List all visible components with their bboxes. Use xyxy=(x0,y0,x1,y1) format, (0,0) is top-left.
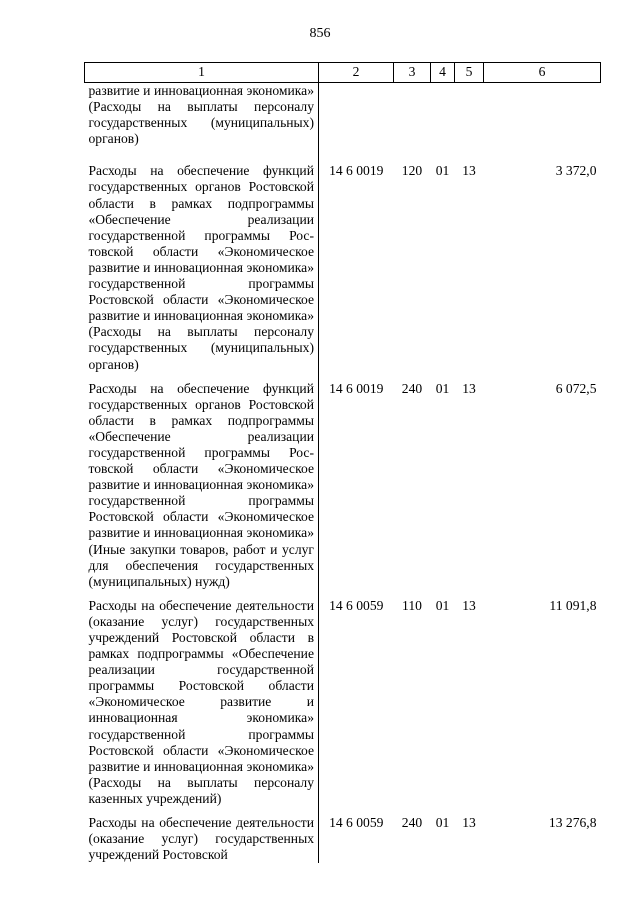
row-target-code: 14 6 0059 xyxy=(329,597,384,613)
row-section: 01 xyxy=(435,163,450,179)
table-row xyxy=(85,590,601,807)
row-section: 01 xyxy=(435,380,450,396)
row-description: развитие и инновационная экономика» (Расходы на выплаты персоналу государственных (муниципальных) органов) xyxy=(85,83,319,156)
table-header-row xyxy=(85,63,601,83)
header-col-6: 6 xyxy=(484,63,601,83)
row-description: Расходы на обеспечение деятельности (оказание услуг) государственных учреждений Ростовской xyxy=(85,807,319,863)
row-amount: 11 091,8 xyxy=(549,597,597,613)
row-expense-type: 110 xyxy=(402,597,422,613)
row-description: Расходы на обеспечение функций государственных органов Ростовской области в рамках подпрограммы «Обеспечение реализации государственной программы Ростовской области «Экономическое развитие и инновационная экономика» государственной программы Ростовской области «Экономическое развитие и инновационная экономика» (Расходы на выплаты персоналу государственных (муниципальных) органов) xyxy=(85,155,319,372)
row-subsection xyxy=(455,83,484,156)
row-section xyxy=(431,83,455,156)
table-row xyxy=(85,373,601,590)
row-expense-type xyxy=(394,83,431,156)
row-target-code: 14 6 0019 xyxy=(329,163,384,179)
budget-table xyxy=(84,62,601,863)
row-expense-type: 240 xyxy=(401,380,423,396)
header-col-5: 5 xyxy=(455,63,484,83)
table-row xyxy=(85,83,601,156)
row-description: Расходы на обеспечение функций государственных органов Ростовской области в рамках подпрограммы «Обеспечение реализации государственной программы Ростовской области «Экономическое развитие и инновационная экономика» государственной программы Ростовской области «Экономическое развитие и инновационная экономика» (Иные закупки товаров, работ и услуг для обеспечения государственных (муниципальных) нужд) xyxy=(85,373,319,590)
row-amount: 6 072,5 xyxy=(555,380,597,396)
row-expense-type: 240 xyxy=(401,815,423,831)
row-subsection: 13 xyxy=(462,815,476,831)
row-amount: 13 276,8 xyxy=(548,815,597,831)
row-amount xyxy=(484,83,601,156)
row-section: 01 xyxy=(435,597,450,613)
row-description: Расходы на обеспечение деятельности (оказание услуг) государственных учреждений Ростовской области в рамках подпрограммы «Обеспечение реализации государственной программы Ростовской области «Экономическое развитие и инновационная экономика» государственной программы Ростовской области «Экономическое развитие и инновационная экономика» (Расходы на выплаты персоналу казенных учреждений) xyxy=(85,590,319,807)
row-amount: 3 372,0 xyxy=(555,163,597,179)
row-subsection: 13 xyxy=(462,163,476,179)
header-col-4: 4 xyxy=(431,63,455,83)
header-col-2: 2 xyxy=(319,63,394,83)
header-col-1: 1 xyxy=(85,63,319,83)
row-target-code: 14 6 0019 xyxy=(329,380,384,396)
header-col-3: 3 xyxy=(394,63,431,83)
row-section: 01 xyxy=(435,815,450,831)
table-row xyxy=(85,155,601,372)
row-target-code: 14 6 0059 xyxy=(329,815,384,831)
row-expense-type: 120 xyxy=(401,163,423,179)
row-subsection: 13 xyxy=(462,597,476,613)
row-target-code xyxy=(319,83,394,156)
row-subsection: 13 xyxy=(462,380,476,396)
table-row xyxy=(85,807,601,863)
page-number: 856 xyxy=(309,26,331,41)
